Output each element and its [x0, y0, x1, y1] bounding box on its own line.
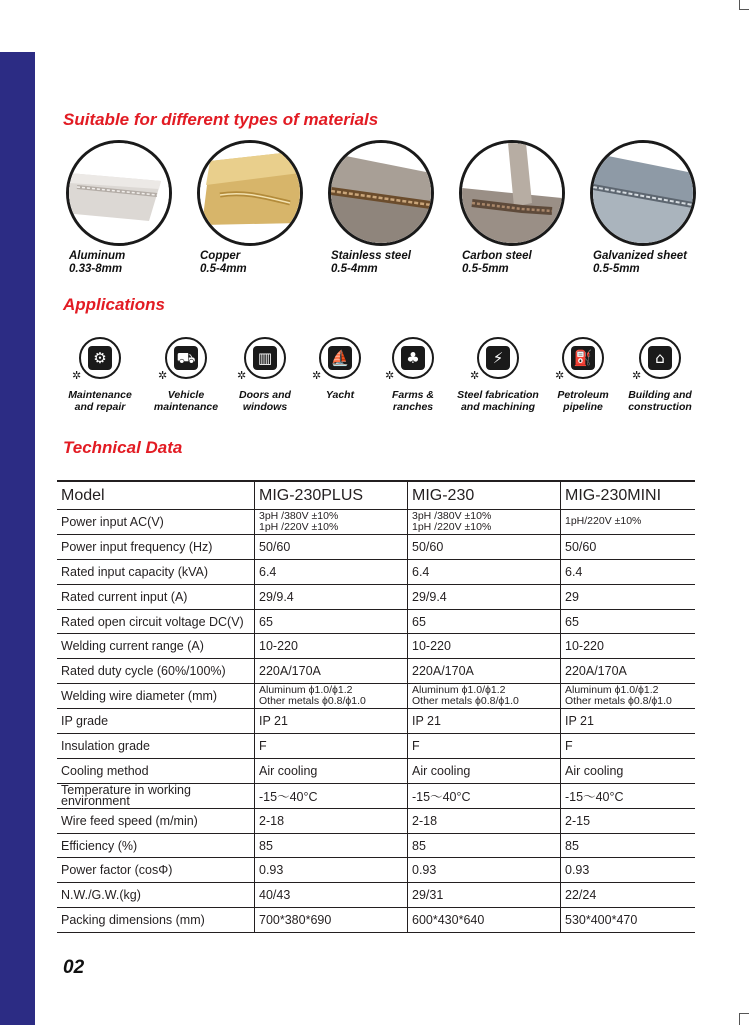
technical-data-table [57, 480, 695, 933]
application-label: Steel fabrication [457, 389, 539, 401]
table-cell [408, 684, 561, 709]
table-cell: 530*400*470 [561, 908, 696, 933]
material-name: Copper [200, 250, 241, 262]
table-cell: 29 [561, 584, 696, 609]
application-label: pipeline [563, 400, 603, 413]
table-cell: -15～40°C [408, 783, 561, 808]
table-cell: 10-220 [408, 634, 561, 659]
table-cell: -15～40°C [561, 783, 696, 808]
table-row [57, 908, 695, 933]
spark-icon: ✲ [632, 369, 642, 382]
header-cell: MIG-230PLUS [255, 481, 408, 510]
row-label: N.W./G.W.(kg) [57, 883, 255, 908]
row-label: Insulation grade [57, 734, 255, 759]
table-row [57, 883, 695, 908]
application-label: maintenance [153, 400, 219, 413]
table-cell: 65 [561, 609, 696, 634]
header-cell: MIG-230MINI [561, 481, 696, 510]
table-cell: 2-18 [408, 808, 561, 833]
row-label: Power input frequency (Hz) [57, 534, 255, 559]
application-item [223, 337, 307, 413]
table-cell: 65 [408, 609, 561, 634]
aluminum-weld-photo [66, 140, 172, 246]
tree-icon: ♣ [401, 346, 425, 370]
material-item-galvanized-sheet [586, 140, 714, 275]
table-row [57, 709, 695, 734]
row-label: Packing dimensions (mm) [57, 908, 255, 933]
table-row [57, 634, 695, 659]
crop-mark [739, 1013, 740, 1025]
row-label: Welding current range (A) [57, 634, 255, 659]
cell-line: Temperature in working [61, 782, 191, 797]
row-label: Power input AC(V) [57, 510, 255, 535]
application-label: construction [628, 400, 692, 413]
spark-icon: ✲ [555, 369, 565, 382]
table-cell: 29/9.4 [408, 584, 561, 609]
application-label: Maintenance [68, 389, 132, 401]
application-item [456, 337, 540, 413]
table-cell [255, 510, 408, 535]
table-cell: 700*380*690 [255, 908, 408, 933]
table-cell: 220A/170A [561, 659, 696, 684]
table-cell: Air cooling [408, 758, 561, 783]
table-cell [408, 510, 561, 535]
application-item [371, 337, 455, 413]
application-label: Petroleum [557, 389, 609, 401]
table-cell: 2-18 [255, 808, 408, 833]
row-label: IP grade [57, 709, 255, 734]
cell-line: Other metals ϕ0.8/ϕ1.0 [259, 695, 366, 708]
application-label: Farms & [391, 389, 434, 401]
material-name: Aluminum [69, 250, 126, 262]
table-cell: 220A/170A [408, 659, 561, 684]
application-label: and repair [74, 400, 126, 413]
applications-list [58, 337, 708, 417]
tower-icon: ⚡ [486, 346, 510, 370]
material-item-stainless-steel [324, 140, 452, 275]
cell-line: Other metals ϕ0.8/ϕ1.0 [565, 695, 672, 708]
row-label: Efficiency (%) [57, 833, 255, 858]
table-cell: 6.4 [255, 559, 408, 584]
application-item [58, 337, 142, 413]
application-label: Doors and [239, 389, 291, 401]
gears-icon: ⚙ [88, 346, 112, 370]
table-row [57, 559, 695, 584]
applications-title: Applications [63, 295, 166, 314]
row-label: Power factor (cosΦ) [57, 858, 255, 883]
table-row [57, 584, 695, 609]
table-header-row [57, 481, 695, 510]
table-row [57, 808, 695, 833]
table-cell: F [561, 734, 696, 759]
table-cell: IP 21 [255, 709, 408, 734]
application-label: Building and [628, 389, 692, 401]
table-cell: -15～40°C [255, 783, 408, 808]
spark-icon: ✲ [470, 369, 480, 382]
spark-icon: ✲ [158, 369, 168, 382]
table-row [57, 609, 695, 634]
application-label: and machining [460, 400, 536, 413]
table-cell: Air cooling [255, 758, 408, 783]
table-cell: 29/9.4 [255, 584, 408, 609]
table-row [57, 758, 695, 783]
material-range: 0.5-5mm [593, 263, 640, 275]
cell-line: environment [61, 793, 130, 808]
crop-mark [739, 9, 749, 10]
table-row [57, 783, 695, 808]
side-accent-bar [0, 52, 35, 1025]
spark-icon: ✲ [72, 369, 82, 382]
table-cell: 6.4 [561, 559, 696, 584]
cell-line: 1pH /220V ±10% [412, 520, 492, 533]
material-name: Carbon steel [462, 250, 532, 262]
cell-line: 1pH /220V ±10% [259, 520, 339, 533]
application-label: Vehicle [167, 389, 205, 401]
application-label: ranches [392, 400, 434, 413]
table-cell: 50/60 [255, 534, 408, 559]
spark-icon: ✲ [237, 369, 247, 382]
table-cell: 0.93 [561, 858, 696, 883]
cell-line: 3pH /380V ±10% [259, 509, 339, 522]
stainless-steel-weld-photo [328, 140, 434, 246]
table-cell: 2-15 [561, 808, 696, 833]
row-label: Welding wire diameter (mm) [57, 684, 255, 709]
materials-list [62, 140, 722, 285]
material-range: 0.5-4mm [331, 263, 378, 275]
table-cell: 40/43 [255, 883, 408, 908]
materials-title: Suitable for different types of materials [63, 110, 379, 129]
table-cell: F [255, 734, 408, 759]
spark-icon: ✲ [312, 369, 322, 382]
table-cell: 10-220 [561, 634, 696, 659]
table-cell: 85 [561, 833, 696, 858]
carbon-steel-weld-photo [459, 140, 565, 246]
cell-line: Aluminum ϕ1.0/ϕ1.2 [412, 684, 506, 697]
material-name: Galvanized sheet [593, 250, 687, 262]
row-label: Rated open circuit voltage DC(V) [57, 609, 255, 634]
galvanized-sheet-weld-photo [590, 140, 696, 246]
application-label: windows [242, 400, 288, 413]
table-cell [561, 684, 696, 709]
application-item [541, 337, 625, 413]
row-label [57, 783, 255, 808]
application-item [298, 337, 382, 401]
table-cell: 600*430*640 [408, 908, 561, 933]
material-range: 0.33-8mm [69, 263, 123, 275]
table-cell: 22/24 [561, 883, 696, 908]
vehicle-icon: ⛟ [174, 346, 198, 370]
material-range: 0.5-5mm [462, 263, 509, 275]
table-row [57, 534, 695, 559]
table-row [57, 659, 695, 684]
table-cell: IP 21 [561, 709, 696, 734]
cell-line: Aluminum ϕ1.0/ϕ1.2 [565, 684, 659, 697]
table-row [57, 510, 695, 535]
table-cell: 10-220 [255, 634, 408, 659]
cell-line: Aluminum ϕ1.0/ϕ1.2 [259, 684, 353, 697]
table-cell: 50/60 [561, 534, 696, 559]
table-cell: 50/60 [408, 534, 561, 559]
application-item [618, 337, 702, 413]
crop-mark [739, 1013, 749, 1014]
table-cell: F [408, 734, 561, 759]
spark-icon: ✲ [385, 369, 395, 382]
material-item-aluminum [62, 140, 190, 275]
row-label: Rated input capacity (kVA) [57, 559, 255, 584]
material-name: Stainless steel [331, 250, 411, 262]
table-cell: 85 [255, 833, 408, 858]
table-cell: 29/31 [408, 883, 561, 908]
table-row [57, 734, 695, 759]
row-label: Wire feed speed (m/min) [57, 808, 255, 833]
cell-line: 3pH /380V ±10% [412, 509, 492, 522]
table-row [57, 858, 695, 883]
header-cell: Model [57, 481, 255, 510]
crane-icon: ⌂ [648, 346, 672, 370]
table-cell: Air cooling [561, 758, 696, 783]
application-label: Yacht [325, 389, 355, 401]
material-range: 0.5-4mm [200, 263, 247, 275]
table-cell [255, 684, 408, 709]
table-cell: 0.93 [255, 858, 408, 883]
pipeline-icon: ⛽ [571, 346, 595, 370]
material-item-carbon-steel [455, 140, 583, 275]
page-number: 02 [63, 957, 85, 978]
technical-title: Technical Data [63, 438, 183, 457]
row-label: Cooling method [57, 758, 255, 783]
table-cell: 85 [408, 833, 561, 858]
table-cell: 0.93 [408, 858, 561, 883]
door-icon: ▥ [253, 346, 277, 370]
application-item [144, 337, 228, 413]
table-row [57, 684, 695, 709]
table-cell: 220A/170A [255, 659, 408, 684]
table-row [57, 833, 695, 858]
header-cell: MIG-230 [408, 481, 561, 510]
row-label: Rated current input (A) [57, 584, 255, 609]
material-item-copper [193, 140, 321, 275]
table-cell: 1pH/220V ±10% [561, 510, 696, 535]
table-cell: 65 [255, 609, 408, 634]
table-cell: IP 21 [408, 709, 561, 734]
row-label: Rated duty cycle (60%/100%) [57, 659, 255, 684]
copper-weld-photo [197, 140, 303, 246]
table-cell: 6.4 [408, 559, 561, 584]
cell-line: Other metals ϕ0.8/ϕ1.0 [412, 695, 519, 708]
yacht-icon: ⛵ [328, 346, 352, 370]
